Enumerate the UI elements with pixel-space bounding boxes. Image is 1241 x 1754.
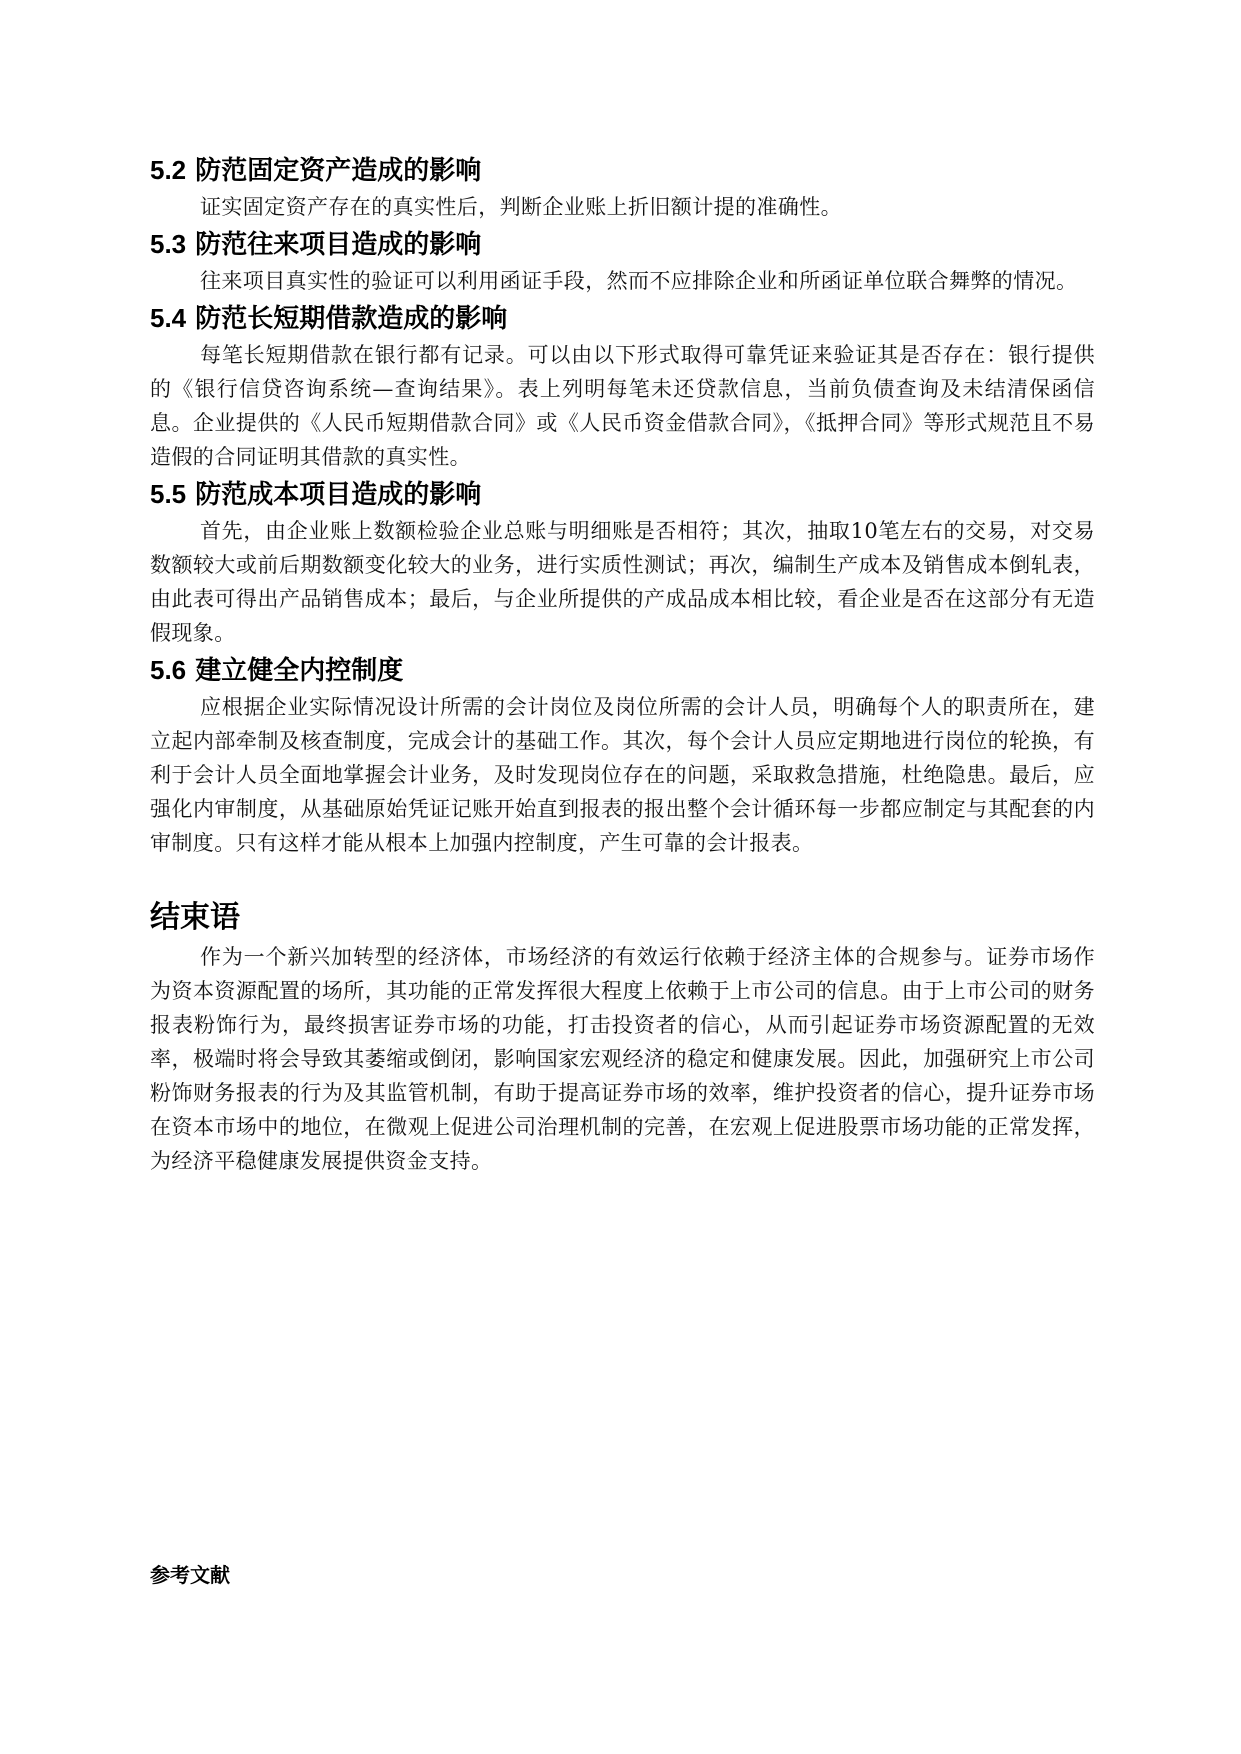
section-heading xyxy=(150,474,1095,514)
section-number: 5.4 xyxy=(150,303,187,333)
conclusion-paragraph: 作为一个新兴加转型的经济体，市场经济的有效运行依赖于经济主体的合规参与。证券市场作为资本资源配置的场所，其功能的正常发挥很大程度上依赖于上市公司的信息。由于上市公司的财务报表粉饰行为，最终损害证券市场的功能，打击投资者的信心，从而引起证券市场资源配置的无效率，极端时将会导致其萎缩或倒闭，影响国家宏观经济的稳定和健康发展。因此，加强研究上市公司粉饰财务报表的行为及其监管机制，有助于提高证券市场的效率，维护投资者的信心，提升证券市场在资本市场中的地位，在微观上促进公司治理机制的完善，在宏观上促进股票市场功能的正常发挥，为经济平稳健康发展提供资金支持。 xyxy=(150,945,1095,1173)
section-5-4 xyxy=(150,298,1095,474)
section-5-6 xyxy=(150,650,1095,860)
section-5-5 xyxy=(150,474,1095,650)
section-paragraph: 证实固定资产存在的真实性后，判断企业账上折旧额计提的准确性。 xyxy=(200,195,842,219)
section-paragraph: 应根据企业实际情况设计所需的会计岗位及岗位所需的会计人员，明确每个人的职责所在，建立起内部牵制及核查制度，完成会计的基础工作。其次，每个会计人员应定期地进行岗位的轮换，有利于会计人员全面地掌握会计业务，及时发现岗位存在的问题，采取救急措施，杜绝隐患。最后，应强化内审制度，从基础原始凭证记账开始直到报表的报出整个会计循环每一步都应制定与其配套的内审制度。只有这样才能从根本上加强内控制度，产生可靠的会计报表。 xyxy=(150,695,1095,855)
section-heading xyxy=(150,150,1095,190)
section-heading xyxy=(150,224,1095,264)
section-number: 5.6 xyxy=(150,655,187,685)
section-title: 防范长短期借款造成的影响 xyxy=(195,304,508,334)
section-number: 5.5 xyxy=(150,479,187,509)
section-heading xyxy=(150,298,1095,338)
section-number: 5.2 xyxy=(150,155,187,185)
section-title: 防范往来项目造成的影响 xyxy=(195,230,482,260)
section-title: 防范固定资产造成的影响 xyxy=(195,156,482,186)
section-number: 5.3 xyxy=(150,229,187,259)
conclusion-section xyxy=(150,896,1095,1178)
conclusion-heading: 结束语 xyxy=(150,900,240,935)
document-page xyxy=(150,150,1095,1178)
section-5-2 xyxy=(150,150,1095,224)
section-title: 防范成本项目造成的影响 xyxy=(195,480,482,510)
references-heading: 参考文献 xyxy=(150,1563,230,1587)
section-heading xyxy=(150,650,1095,690)
section-title: 建立健全内控制度 xyxy=(195,656,404,686)
section-paragraph: 首先，由企业账上数额检验企业总账与明细账是否相符；其次，抽取10笔左右的交易，对交易数额较大或前后期数额变化较大的业务，进行实质性测试；再次，编制生产成本及销售成本倒轧表，由此表可得出产品销售成本；最后，与企业所提供的产成品成本相比较，看企业是否在这部分有无造假现象。 xyxy=(150,519,1095,645)
section-paragraph: 每笔长短期借款在银行都有记录。可以由以下形式取得可靠凭证来验证其是否存在：银行提供的《银行信贷咨询系统—查询结果》。表上列明每笔未还贷款信息，当前负债查询及未结清保函信息。企业提供的《人民币短期借款合同》或《人民币资金借款合同》，《抵押合同》等形式规范且不易造假的合同证明其借款的真实性。 xyxy=(150,343,1095,469)
section-paragraph: 往来项目真实性的验证可以利用函证手段，然而不应排除企业和所函证单位联合舞弊的情况。 xyxy=(200,269,1078,293)
section-5-3 xyxy=(150,224,1095,298)
